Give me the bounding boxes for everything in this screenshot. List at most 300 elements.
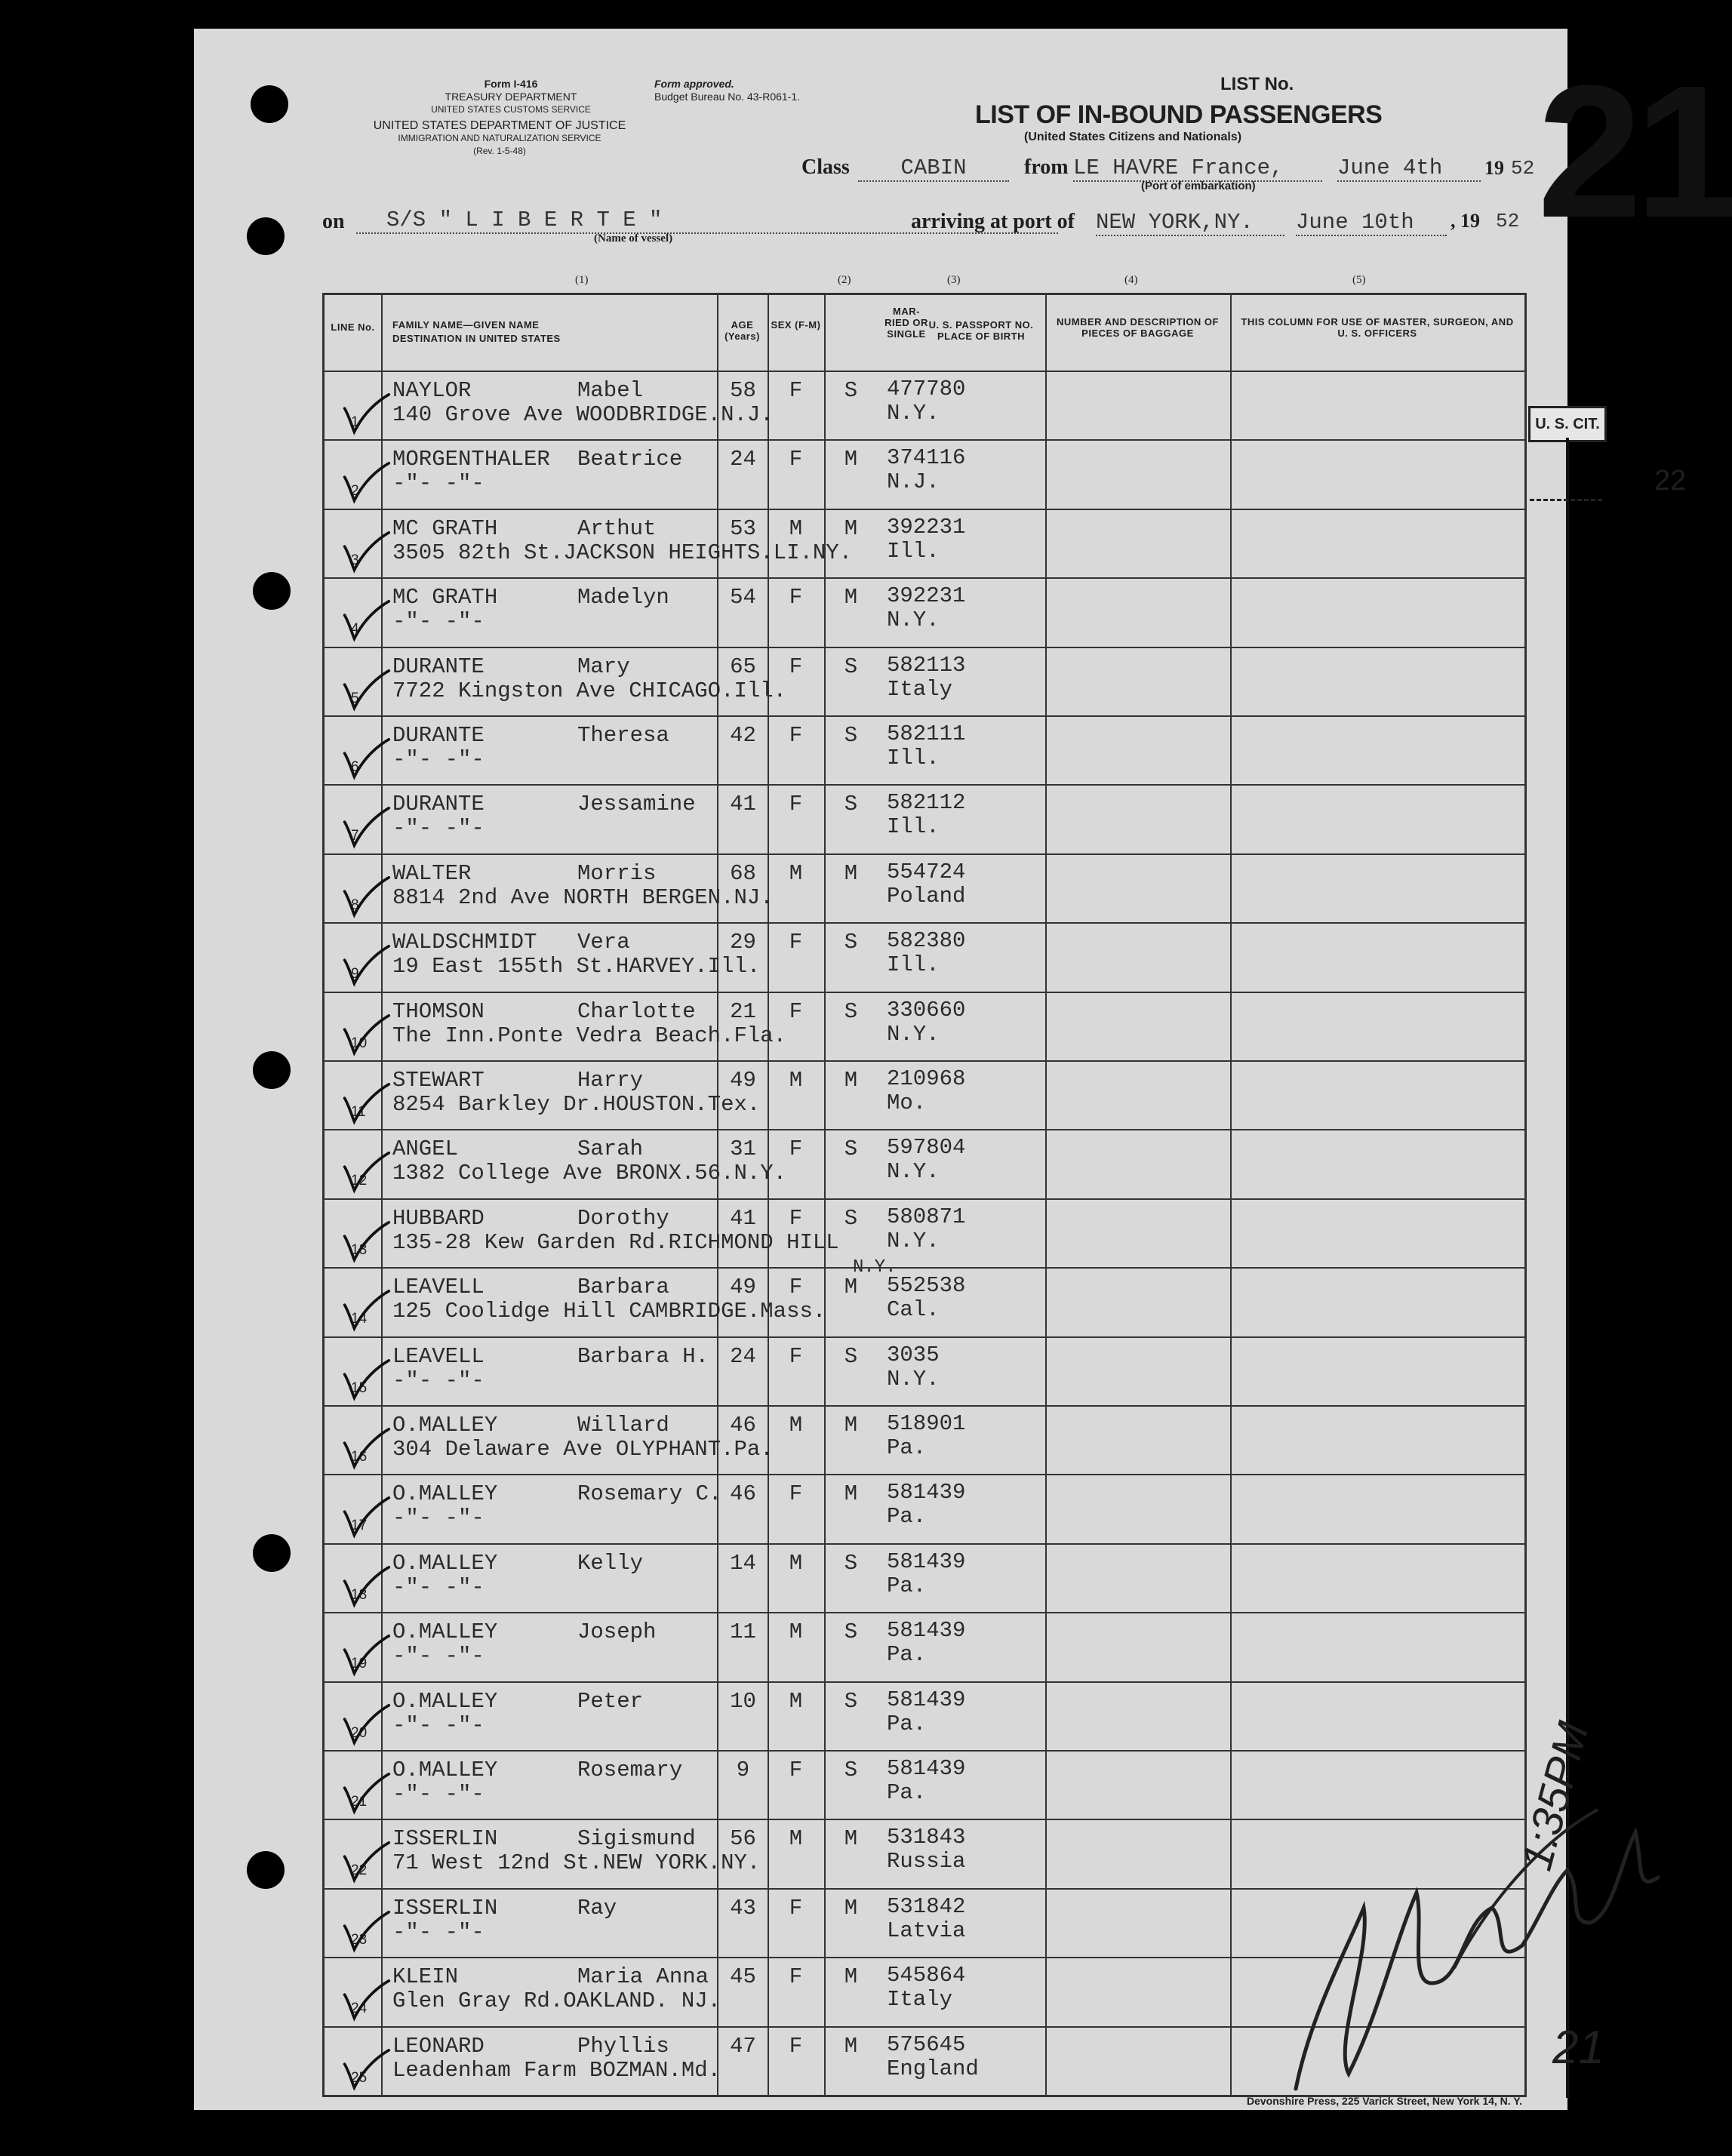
place-of-birth: England [887,2056,979,2081]
sex: F [789,585,803,611]
list-no-label: LIST No. [1220,74,1294,94]
destination: -"- -"- [392,1367,485,1393]
line-number: 16 [351,1449,368,1465]
check-mark-icon [340,1979,392,2021]
check-mark-icon [340,1566,392,1607]
marital-status: S [844,930,858,955]
column-number: (2) [838,274,851,286]
age: 21 [730,998,756,1024]
table-row [325,647,1524,715]
table-row [325,439,1524,508]
place-of-birth: Ill. [887,814,940,840]
check-mark-icon [340,1635,392,1676]
line-number: 8 [351,897,359,913]
sex: M [789,1826,803,1852]
sex: F [789,378,803,403]
place-of-birth: Pa. [887,1435,927,1460]
place-of-birth: Russia [887,1849,966,1875]
table-row [325,371,1524,439]
marital-status: S [844,998,858,1024]
destination: -"- -"- [392,816,485,841]
column-number: (4) [1124,274,1138,286]
passport-number: 518901 [887,1411,966,1436]
ins-label: IMMIGRATION AND NATURALIZATION SERVICE [398,133,601,143]
passport-number: 392231 [887,514,966,540]
age: 54 [730,585,756,611]
family-name: WALTER [392,860,472,886]
place-of-birth: Pa. [887,1573,927,1598]
passport-number: 581439 [887,1756,966,1781]
line-number: 9 [351,966,359,983]
age: 9 [736,1758,750,1782]
age: 43 [730,1895,756,1921]
budget-bureau: Budget Bureau No. 43-R061-1. [654,91,801,103]
dash-mark [1530,499,1602,501]
table-row [325,509,1524,577]
given-name: Rosemary C. [577,1481,722,1507]
passport-number: 374116 [887,445,966,471]
passport-number: 582380 [887,928,966,954]
header-family-name: FAMILY NAME—GIVEN NAME [392,319,540,331]
marital-status: M [844,1895,858,1921]
passport-number: 582111 [887,721,966,746]
given-name: Willard [577,1413,669,1438]
given-name: Mabel [577,378,644,403]
passport-number: 3035 [887,1342,940,1367]
marital-status: S [844,1688,858,1714]
destination: The Inn.Ponte Vedra Beach.Fla. [392,1023,787,1048]
check-mark-icon [340,876,392,918]
table-row [325,1336,1524,1405]
passport-number: 581439 [887,1687,966,1712]
passport-number: 210968 [887,1066,966,1091]
header-passport: U. S. PASSPORT NO. PLACE OF BIRTH [928,319,1034,342]
line-number: 5 [351,690,359,706]
destination: -"- -"- [392,1712,485,1738]
table-row [325,992,1524,1060]
year-value: 52 [1511,157,1535,180]
punch-hole [253,1051,291,1089]
line-number: 20 [351,1724,368,1741]
line-number: 12 [351,1173,368,1189]
line-number: 13 [351,1241,368,1258]
family-name: STEWART [392,1068,485,1093]
line-number: 4 [351,621,359,638]
inspector-signature [1281,1696,1688,2119]
vessel-name: S/S " L I B E R T E " [356,208,1058,234]
given-name: Barbara H. [577,1343,709,1369]
table-row [325,1060,1524,1129]
destination: Leadenham Farm BOZMAN.Md. [392,2057,721,2083]
check-mark-icon [340,531,392,573]
destination: -"- -"- [392,1919,485,1945]
passport-number: 531843 [887,1825,966,1850]
check-mark-icon [340,1083,392,1124]
passport-number: 582112 [887,790,966,816]
given-name: Peter [577,1688,644,1714]
age: 47 [730,2033,756,2059]
sex: M [789,1413,803,1438]
line-number: 3 [351,552,359,568]
line-number: 25 [351,2069,368,2086]
place-of-birth: Poland [887,883,966,909]
line-number: 1 [351,414,359,430]
marital-status: M [844,585,858,611]
destination: -"- -"- [392,1782,485,1807]
line-number: 24 [351,2001,368,2017]
header-line-no: LINE No. [331,321,375,333]
check-mark-icon [340,1290,392,1331]
check-mark-icon [340,1152,392,1193]
age: 53 [730,515,756,541]
line-number: 15 [351,1379,368,1396]
place-of-birth: N.Y. [887,1021,940,1047]
rev-label: (Rev. 1-5-48) [473,146,526,156]
family-name: DURANTE [392,723,485,748]
place-of-birth: N.Y. [887,1366,940,1392]
family-name: WALDSCHMIDT [392,930,537,955]
sex: F [789,1275,803,1300]
destination: -"- -"- [392,609,485,635]
table-row [325,1198,1524,1278]
destination: 8254 Barkley Dr.HOUSTON.Tex. [392,1092,761,1117]
line-number: 14 [351,1311,368,1327]
age: 24 [730,447,756,472]
printer-footer: Devonshire Press, 225 Varick Street, New York 14, N. Y. [1247,2095,1522,2107]
destination: -"- -"- [392,1506,485,1531]
family-name: ANGEL [392,1136,459,1162]
destination: 71 West 12nd St.NEW YORK.NY. [392,1850,761,1876]
given-name: Morris [577,860,657,886]
header-married: MAR-RIED OR SINGLE [884,306,928,340]
place-of-birth: Pa. [887,1711,927,1736]
sex: F [789,1136,803,1162]
punch-hole [253,572,291,610]
sex: F [789,2033,803,2059]
check-mark-icon [340,393,392,435]
passport-number: 581439 [887,1618,966,1644]
arriving-year-prefix: , 19 [1451,210,1480,232]
marital-status: S [844,1343,858,1369]
given-name: Dorothy [577,1205,669,1231]
place-of-birth: Cal. [887,1297,940,1323]
family-name: DURANTE [392,654,485,679]
from-value: LE HAVRE France, [1073,155,1322,182]
check-mark-icon [340,738,392,780]
sex: M [789,515,803,541]
passport-number: 575645 [887,2031,966,2057]
passport-number: 581439 [887,1549,966,1574]
place-of-birth: Ill. [887,538,940,564]
place-of-birth: N.Y. [887,1159,940,1185]
age: 11 [730,1619,756,1645]
passport-number: 330660 [887,997,966,1023]
destination: -"- -"- [392,471,485,497]
sex: M [789,1068,803,1093]
sex: F [789,1964,803,1990]
header-sex: SEX (F-M) [771,319,821,331]
age: 29 [730,930,756,955]
age: 46 [730,1413,756,1438]
given-name: Maria Anna [577,1964,709,1990]
punch-hole [247,1851,285,1889]
check-mark-icon [340,1428,392,1469]
passport-number: 545864 [887,1963,966,1988]
marital-status: S [844,723,858,748]
treasury-label: TREASURY DEPARTMENT [445,91,577,103]
line-number: 22 [351,1862,368,1879]
check-mark-icon [340,1359,392,1401]
given-name: Madelyn [577,585,669,611]
table-row [325,1405,1524,1474]
line-number: 11 [351,1104,366,1120]
place-of-birth: Pa. [887,1504,927,1530]
age: 42 [730,723,756,748]
family-name: O.MALLEY [392,1688,498,1714]
table-row [325,1474,1524,1542]
marital-status: M [844,447,858,472]
given-name: Joseph [577,1619,657,1645]
given-name: Mary [577,654,630,679]
punch-hole [251,85,288,123]
sex: M [789,1619,803,1645]
age: 58 [730,378,756,403]
check-mark-icon [340,1911,392,1952]
destination: 8814 2nd Ave NORTH BERGEN.NJ. [392,884,774,910]
age: 45 [730,1964,756,1990]
document-page [194,29,1732,2110]
destination: 304 Delaware Ave OLYPHANT.Pa. [392,1437,774,1462]
given-name: Beatrice [577,447,683,472]
sex: F [789,792,803,817]
sex: F [789,1343,803,1369]
destination: -"- -"- [392,1574,485,1600]
passport-number: 392231 [887,583,966,609]
family-name: O.MALLEY [392,1550,498,1576]
place-of-birth: Ill. [887,746,940,770]
arriving-date: June 10th [1296,210,1447,236]
family-name: O.MALLEY [392,1413,498,1438]
table-row [325,1129,1524,1198]
line-number: 23 [351,1931,368,1948]
given-name: Barbara [577,1275,669,1300]
table-row [325,1612,1524,1681]
marital-status: M [844,515,858,541]
place-of-birth: Italy [887,1987,953,2013]
check-mark-icon [340,462,392,503]
destination: 7722 Kingston Ave CHICAGO.Ill. [392,678,787,703]
sex: M [789,860,803,886]
line-number: 10 [351,1035,368,1051]
line-number: 21 [351,1794,368,1810]
destination: 19 East 155th St.HARVEY.Ill. [392,954,761,980]
header-destination: DESTINATION IN UNITED STATES [392,333,561,344]
table-row [325,784,1524,853]
age: 24 [730,1343,756,1369]
port-embarkation-label: (Port of embarkation) [1141,180,1256,192]
age: 56 [730,1826,756,1852]
check-mark-icon [340,2049,392,2090]
passport-number: 582113 [887,652,966,678]
destination: -"- -"- [392,747,485,772]
marital-status: M [844,1413,858,1438]
form-number: Form I-416 [484,78,538,90]
destination-continued: N.Y. [853,1256,897,1278]
family-name: LEAVELL [392,1343,485,1369]
document-title: LIST OF IN-BOUND PASSENGERS [975,100,1383,129]
line-number: 7 [351,828,359,844]
line-number: 17 [351,1518,368,1534]
given-name: Theresa [577,723,669,748]
family-name: HUBBARD [392,1205,485,1231]
given-name: Arthut [577,515,657,541]
given-name: Harry [577,1068,644,1093]
column-number: (1) [575,274,589,286]
place-of-birth: N.Y. [887,1228,940,1253]
place-of-birth: N.Y. [887,401,940,426]
family-name: LEONARD [392,2033,485,2059]
age: 49 [730,1068,756,1093]
given-name: Rosemary [577,1758,683,1782]
passport-number: 531842 [887,1893,966,1919]
passport-number: 581439 [887,1480,966,1506]
sex: M [789,1688,803,1714]
marital-status: S [844,654,858,679]
place-of-birth: Mo. [887,1090,927,1115]
check-mark-icon [340,600,392,641]
destination: 125 Coolidge Hill CAMBRIDGE.Mass. [392,1299,826,1324]
destination: 3505 82th St.JACKSON HEIGHTS.LI.NY. [392,540,853,565]
given-name: Jessamine [577,792,696,817]
destination: 1382 College Ave BRONX.56.N.Y. [392,1161,787,1186]
family-name: NAYLOR [392,378,472,403]
place-of-birth: Pa. [887,1780,927,1805]
family-name: ISSERLIN [392,1895,498,1921]
family-name: KLEIN [392,1964,459,1990]
check-mark-icon [340,1014,392,1056]
line-number: 6 [351,759,359,775]
passport-number: 552538 [887,1273,966,1299]
family-name: MC GRATH [392,515,498,541]
column-number: (3) [947,274,961,286]
from-date: June 4th [1337,155,1481,182]
list-number: 21 [1537,46,1732,257]
given-name: Ray [577,1895,617,1921]
passport-number: 477780 [887,377,966,401]
place-of-birth: Pa. [887,1642,927,1668]
header-baggage: NUMBER AND DESCRIPTION OF PIECES OF BAGGAGE [1057,316,1219,339]
sex: F [789,447,803,472]
marital-status: S [844,792,858,817]
age: 68 [730,860,756,886]
marital-status: M [844,860,858,886]
marital-status: S [844,1205,858,1231]
given-name: Sigismund [577,1826,696,1852]
age: 41 [730,792,756,817]
check-mark-icon [340,945,392,986]
given-name: Kelly [577,1550,644,1576]
sex: F [789,1758,803,1782]
family-name: LEAVELL [392,1275,485,1300]
destination: 135-28 Kew Garden Rd.RICHMOND HILL [392,1229,839,1255]
check-mark-icon [340,1773,392,1814]
marital-status: M [844,1826,858,1852]
sex: F [789,1895,803,1921]
signature-number: 21 [1552,2022,1604,2074]
class-label: Class [801,155,850,179]
line-number: 2 [351,483,359,500]
punch-hole [253,1534,291,1572]
family-name: DURANTE [392,792,485,817]
family-name: MC GRATH [392,585,498,611]
destination: -"- -"- [392,1644,485,1669]
family-name: ISSERLIN [392,1826,498,1852]
year-prefix: 19 [1484,157,1504,179]
marital-status: S [844,1136,858,1162]
sex: F [789,1481,803,1507]
place-of-birth: Latvia [887,1918,966,1943]
arriving-label: arriving at port of [911,210,1075,233]
column-number: (5) [1352,274,1366,286]
place-of-birth: N.Y. [887,607,940,633]
place-of-birth: N.J. [887,469,940,495]
check-mark-icon [340,1704,392,1745]
header-age: AGE (Years) [724,319,760,342]
punch-hole [247,217,285,255]
marital-status: S [844,1550,858,1576]
marital-status: S [844,378,858,403]
check-mark-icon [340,1496,392,1538]
table-row [325,577,1524,646]
class-value: CABIN [858,155,1009,182]
arriving-port: NEW YORK,NY. [1096,210,1284,236]
on-label: on [322,210,345,233]
sex: F [789,654,803,679]
marital-status: M [844,1068,858,1093]
table-row [325,715,1524,784]
table-row [325,853,1524,922]
check-mark-icon [340,807,392,848]
sex: M [789,1550,803,1576]
destination: 140 Grove Ave WOODBRIDGE.N.J. [392,402,774,427]
sex: F [789,998,803,1024]
given-name: Vera [577,930,630,955]
place-of-birth: Ill. [887,952,940,978]
given-name: Charlotte [577,998,696,1024]
age: 46 [730,1481,756,1507]
marital-status: M [844,2033,858,2059]
sex: F [789,1205,803,1231]
marital-status: M [844,1964,858,1990]
sex: F [789,930,803,955]
family-name: MORGENTHALER [392,447,550,472]
age: 49 [730,1275,756,1300]
age: 31 [730,1136,756,1162]
customs-label: UNITED STATES CUSTOMS SERVICE [431,104,591,115]
check-mark-icon [340,1841,392,1883]
given-name: Phyllis [577,2033,669,2059]
form-approved: Form approved. [654,78,734,90]
check-mark-icon [340,669,392,711]
from-label: from [1024,155,1069,179]
sex: F [789,723,803,748]
age: 14 [730,1550,756,1576]
header-officers: THIS COLUMN FOR USE OF MASTER, SURGEON, AND U. S. OFFICERS [1241,316,1514,339]
arriving-year: 52 [1496,210,1520,232]
time-stamp-handwritten: 1:35PM [1511,1717,1598,1876]
passport-number: 597804 [887,1135,966,1161]
table-row [325,1543,1524,1612]
